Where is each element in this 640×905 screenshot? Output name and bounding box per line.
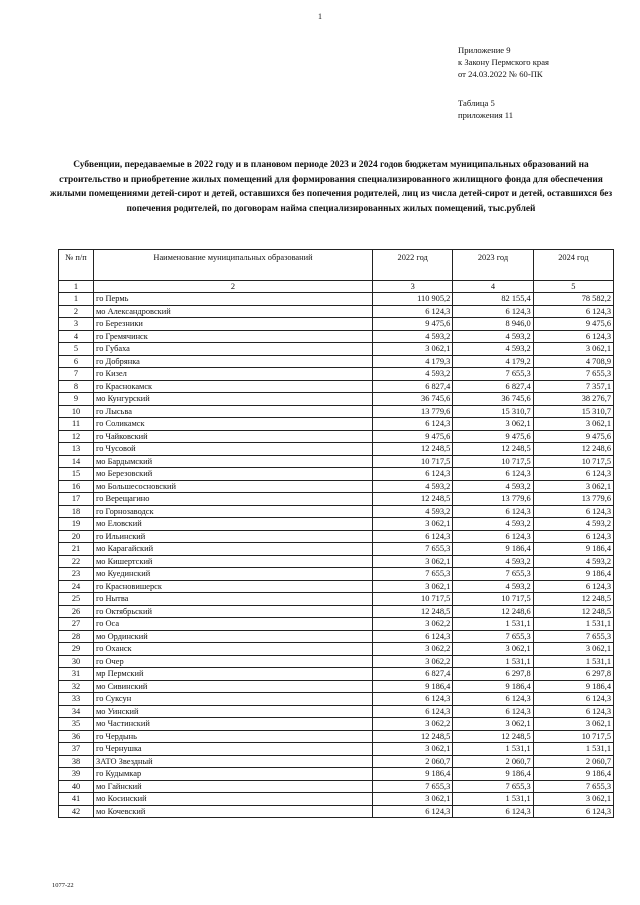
row-number: 3 (59, 318, 94, 331)
column-number: 1 (59, 281, 94, 293)
value-2022: 3 062,2 (373, 655, 453, 668)
table-row (59, 418, 614, 431)
row-number: 35 (59, 718, 94, 731)
table-header-row (59, 250, 614, 281)
value-2022: 7 655,3 (373, 543, 453, 556)
table-row (59, 530, 614, 543)
value-2022: 4 593,2 (373, 368, 453, 381)
value-2023: 8 946,0 (453, 318, 533, 331)
municipality-name: мо Гайнский (94, 780, 373, 793)
value-2024: 6 124,3 (533, 305, 613, 318)
column-number: 2 (94, 281, 373, 293)
value-2024: 9 475,6 (533, 430, 613, 443)
value-2022: 10 717,5 (373, 593, 453, 606)
value-2023: 7 655,3 (453, 368, 533, 381)
value-2022: 3 062,2 (373, 643, 453, 656)
value-2023: 7 655,3 (453, 568, 533, 581)
value-2024: 12 248,5 (533, 593, 613, 606)
row-number: 12 (59, 430, 94, 443)
value-2023: 12 248,5 (453, 443, 533, 456)
table-row (59, 305, 614, 318)
value-2022: 4 179,3 (373, 355, 453, 368)
value-2024: 9 186,4 (533, 680, 613, 693)
table-row (59, 293, 614, 306)
table-row (59, 568, 614, 581)
value-2023: 6 124,3 (453, 705, 533, 718)
value-2024: 7 655,3 (533, 780, 613, 793)
table-row (59, 518, 614, 531)
row-number: 28 (59, 630, 94, 643)
value-2024: 9 186,4 (533, 568, 613, 581)
municipality-name: мо Косинский (94, 793, 373, 806)
value-2022: 6 124,3 (373, 530, 453, 543)
value-2022: 6 124,3 (373, 418, 453, 431)
row-number: 34 (59, 705, 94, 718)
municipality-name: мо Большесосновский (94, 480, 373, 493)
municipality-name: мо Ординский (94, 630, 373, 643)
value-2024: 10 717,5 (533, 730, 613, 743)
value-2023: 82 155,4 (453, 293, 533, 306)
municipality-name: го Пермь (94, 293, 373, 306)
value-2023: 9 186,4 (453, 768, 533, 781)
table-row (59, 555, 614, 568)
row-number: 9 (59, 393, 94, 406)
row-number: 17 (59, 493, 94, 506)
table-row (59, 318, 614, 331)
row-number: 27 (59, 618, 94, 631)
row-number: 37 (59, 743, 94, 756)
header-2023: 2023 год (453, 250, 533, 281)
value-2022: 6 124,3 (373, 705, 453, 718)
value-2023: 9 186,4 (453, 680, 533, 693)
municipality-name: ЗАТО Звездный (94, 755, 373, 768)
municipality-name: го Оса (94, 618, 373, 631)
column-number: 5 (533, 281, 613, 293)
table-row (59, 793, 614, 806)
municipality-name: го Красновишерск (94, 580, 373, 593)
value-2023: 9 186,4 (453, 543, 533, 556)
row-number: 42 (59, 805, 94, 818)
municipality-name: го Соликамск (94, 418, 373, 431)
value-2022: 7 655,3 (373, 568, 453, 581)
value-2024: 3 062,1 (533, 643, 613, 656)
value-2022: 3 062,2 (373, 618, 453, 631)
table-row (59, 768, 614, 781)
appendix-line: Приложение 9 (458, 45, 511, 55)
value-2024: 1 531,1 (533, 618, 613, 631)
value-2023: 4 593,2 (453, 580, 533, 593)
value-2022: 10 717,5 (373, 455, 453, 468)
row-number: 22 (59, 555, 94, 568)
value-2022: 7 655,3 (373, 780, 453, 793)
table-row (59, 443, 614, 456)
row-number: 11 (59, 418, 94, 431)
value-2022: 9 475,6 (373, 318, 453, 331)
table-row (59, 805, 614, 818)
value-2023: 6 827,4 (453, 380, 533, 393)
value-2023: 1 531,1 (453, 655, 533, 668)
table-row (59, 343, 614, 356)
page-number: 1 (318, 12, 322, 21)
value-2024: 12 248,6 (533, 443, 613, 456)
value-2022: 3 062,1 (373, 743, 453, 756)
municipality-name: го Березники (94, 318, 373, 331)
municipality-name: го Кудымкар (94, 768, 373, 781)
row-number: 18 (59, 505, 94, 518)
value-2022: 110 905,2 (373, 293, 453, 306)
row-number: 5 (59, 343, 94, 356)
value-2023: 3 062,1 (453, 643, 533, 656)
table-row (59, 505, 614, 518)
value-2024: 9 186,4 (533, 543, 613, 556)
table-row (59, 430, 614, 443)
value-2024: 6 297,8 (533, 668, 613, 681)
value-2024: 7 357,1 (533, 380, 613, 393)
value-2024: 1 531,1 (533, 655, 613, 668)
municipality-name: го Оханск (94, 643, 373, 656)
value-2023: 9 475,6 (453, 430, 533, 443)
value-2023: 6 297,8 (453, 668, 533, 681)
row-number: 2 (59, 305, 94, 318)
value-2022: 3 062,1 (373, 343, 453, 356)
value-2022: 36 745,6 (373, 393, 453, 406)
row-number: 21 (59, 543, 94, 556)
row-number: 23 (59, 568, 94, 581)
value-2022: 12 248,5 (373, 605, 453, 618)
value-2024: 3 062,1 (533, 793, 613, 806)
value-2023: 1 531,1 (453, 743, 533, 756)
row-number: 10 (59, 405, 94, 418)
row-number: 20 (59, 530, 94, 543)
row-number: 7 (59, 368, 94, 381)
table-row (59, 755, 614, 768)
value-2024: 9 186,4 (533, 768, 613, 781)
table-row (59, 355, 614, 368)
table-row (59, 780, 614, 793)
row-number: 14 (59, 455, 94, 468)
value-2023: 7 655,3 (453, 780, 533, 793)
header-name: Наименование муниципальных образований (94, 250, 373, 281)
value-2022: 6 124,3 (373, 805, 453, 818)
document-code: 1077-22 (52, 882, 74, 889)
value-2022: 4 593,2 (373, 480, 453, 493)
value-2023: 4 593,2 (453, 343, 533, 356)
value-2023: 4 593,2 (453, 518, 533, 531)
value-2023: 6 124,3 (453, 530, 533, 543)
row-number: 36 (59, 730, 94, 743)
value-2024: 6 124,3 (533, 330, 613, 343)
row-number: 41 (59, 793, 94, 806)
value-2023: 6 124,3 (453, 468, 533, 481)
municipality-name: го Чайковский (94, 430, 373, 443)
value-2024: 9 475,6 (533, 318, 613, 331)
value-2024: 6 124,3 (533, 580, 613, 593)
value-2022: 6 827,4 (373, 668, 453, 681)
municipality-name: го Гремячинск (94, 330, 373, 343)
value-2022: 4 593,2 (373, 505, 453, 518)
appendix-line: к Закону Пермского края (458, 57, 549, 67)
table-row (59, 693, 614, 706)
value-2023: 15 310,7 (453, 405, 533, 418)
municipality-name: мо Куединский (94, 568, 373, 581)
row-number: 24 (59, 580, 94, 593)
row-number: 32 (59, 680, 94, 693)
municipality-name: го Очер (94, 655, 373, 668)
row-number: 30 (59, 655, 94, 668)
value-2024: 6 124,3 (533, 505, 613, 518)
value-2022: 12 248,5 (373, 443, 453, 456)
value-2024: 7 655,3 (533, 368, 613, 381)
column-number: 3 (373, 281, 453, 293)
row-number: 6 (59, 355, 94, 368)
value-2024: 3 062,1 (533, 718, 613, 731)
value-2022: 3 062,1 (373, 793, 453, 806)
value-2022: 3 062,1 (373, 555, 453, 568)
value-2023: 10 717,5 (453, 455, 533, 468)
value-2022: 6 827,4 (373, 380, 453, 393)
value-2024: 6 124,3 (533, 530, 613, 543)
table-row (59, 468, 614, 481)
table-row (59, 393, 614, 406)
row-number: 8 (59, 380, 94, 393)
value-2022: 9 475,6 (373, 430, 453, 443)
municipality-name: го Добрянка (94, 355, 373, 368)
value-2022: 3 062,1 (373, 580, 453, 593)
row-number: 25 (59, 593, 94, 606)
table-row (59, 493, 614, 506)
value-2023: 1 531,1 (453, 618, 533, 631)
row-number: 40 (59, 780, 94, 793)
row-number: 13 (59, 443, 94, 456)
value-2023: 6 124,3 (453, 805, 533, 818)
value-2023: 1 531,1 (453, 793, 533, 806)
value-2023: 2 060,7 (453, 755, 533, 768)
table-row (59, 593, 614, 606)
value-2024: 4 593,2 (533, 518, 613, 531)
document-title: Субвенции, передаваемые в 2022 году и в плановом периоде 2023 и 2024 годов бюджетам муниципальных образований на строительство и приобретение жилых помещений для формирования специализированного жилищного фонда для обеспечения жилыми помещениями детей-сирот и детей, оставшихся без попечения родителей, лиц из числа детей-сирот и детей, оставшихся без попечения родителей, по договорам найма специализированных жилых помещений, тыс.рублей (49, 160, 613, 214)
value-2023: 6 124,3 (453, 505, 533, 518)
value-2024: 2 060,7 (533, 755, 613, 768)
value-2022: 12 248,5 (373, 493, 453, 506)
row-number: 4 (59, 330, 94, 343)
municipality-name: го Нытва (94, 593, 373, 606)
table-row (59, 705, 614, 718)
municipality-name: го Чердынь (94, 730, 373, 743)
row-number: 39 (59, 768, 94, 781)
municipality-name: мо Кунгурский (94, 393, 373, 406)
table-row (59, 480, 614, 493)
municipality-name: мо Сивинский (94, 680, 373, 693)
table-row (59, 580, 614, 593)
value-2023: 3 062,1 (453, 418, 533, 431)
table-row (59, 743, 614, 756)
value-2024: 6 124,3 (533, 693, 613, 706)
municipality-name: го Краснокамск (94, 380, 373, 393)
value-2022: 6 124,3 (373, 305, 453, 318)
municipality-name: го Суксун (94, 693, 373, 706)
row-number: 1 (59, 293, 94, 306)
value-2023: 3 062,1 (453, 718, 533, 731)
municipality-name: го Лысьва (94, 405, 373, 418)
municipality-name: мо Еловский (94, 518, 373, 531)
municipality-name: мо Кочевский (94, 805, 373, 818)
value-2022: 13 779,6 (373, 405, 453, 418)
value-2024: 3 062,1 (533, 480, 613, 493)
value-2022: 12 248,5 (373, 730, 453, 743)
value-2024: 10 717,5 (533, 455, 613, 468)
value-2024: 38 276,7 (533, 393, 613, 406)
value-2023: 10 717,5 (453, 593, 533, 606)
value-2024: 4 708,9 (533, 355, 613, 368)
municipality-name: мо Березовский (94, 468, 373, 481)
municipality-name: го Губаха (94, 343, 373, 356)
value-2024: 6 124,3 (533, 805, 613, 818)
municipality-name: го Чусовой (94, 443, 373, 456)
value-2024: 3 062,1 (533, 343, 613, 356)
value-2024: 78 582,2 (533, 293, 613, 306)
municipality-name: мо Бардымский (94, 455, 373, 468)
row-number: 26 (59, 605, 94, 618)
row-number: 19 (59, 518, 94, 531)
municipality-name: мо Частинский (94, 718, 373, 731)
municipality-name: го Октябрьский (94, 605, 373, 618)
table-row (59, 455, 614, 468)
appendix-line: от 24.03.2022 № 60-ПК (458, 69, 543, 79)
value-2023: 12 248,5 (453, 730, 533, 743)
subventions-table (58, 249, 614, 818)
row-number: 29 (59, 643, 94, 656)
value-2023: 4 593,2 (453, 555, 533, 568)
column-number-row (59, 281, 614, 293)
value-2023: 7 655,3 (453, 630, 533, 643)
value-2024: 15 310,7 (533, 405, 613, 418)
table-row (59, 618, 614, 631)
value-2023: 6 124,3 (453, 305, 533, 318)
value-2022: 6 124,3 (373, 630, 453, 643)
value-2024: 6 124,3 (533, 705, 613, 718)
value-2022: 2 060,7 (373, 755, 453, 768)
appendix-header (458, 44, 549, 80)
table-row (59, 668, 614, 681)
value-2024: 12 248,5 (533, 605, 613, 618)
value-2022: 6 124,3 (373, 693, 453, 706)
table-row (59, 730, 614, 743)
table-row (59, 680, 614, 693)
row-number: 31 (59, 668, 94, 681)
value-2022: 6 124,3 (373, 468, 453, 481)
value-2024: 13 779,6 (533, 493, 613, 506)
value-2022: 4 593,2 (373, 330, 453, 343)
table-row (59, 368, 614, 381)
value-2024: 1 531,1 (533, 743, 613, 756)
municipality-name: мр Пермский (94, 668, 373, 681)
table-row (59, 405, 614, 418)
row-number: 38 (59, 755, 94, 768)
municipality-name: мо Карагайский (94, 543, 373, 556)
value-2024: 6 124,3 (533, 468, 613, 481)
row-number: 33 (59, 693, 94, 706)
table-row (59, 655, 614, 668)
table-row (59, 643, 614, 656)
table-note (458, 97, 513, 121)
municipality-name: мо Александровский (94, 305, 373, 318)
municipality-name: мо Уинский (94, 705, 373, 718)
municipality-name: мо Кишертский (94, 555, 373, 568)
row-number: 15 (59, 468, 94, 481)
municipality-name: го Чернушка (94, 743, 373, 756)
value-2022: 3 062,1 (373, 518, 453, 531)
value-2023: 36 745,6 (453, 393, 533, 406)
value-2022: 3 062,2 (373, 718, 453, 731)
row-number: 16 (59, 480, 94, 493)
value-2023: 6 124,3 (453, 693, 533, 706)
value-2023: 4 179,2 (453, 355, 533, 368)
value-2023: 4 593,2 (453, 480, 533, 493)
municipality-name: го Верещагино (94, 493, 373, 506)
table-row (59, 543, 614, 556)
municipality-name: го Ильинский (94, 530, 373, 543)
value-2024: 3 062,1 (533, 418, 613, 431)
table-row (59, 718, 614, 731)
header-2022: 2022 год (373, 250, 453, 281)
value-2022: 9 186,4 (373, 768, 453, 781)
table-note-line: приложения 11 (458, 110, 514, 120)
value-2023: 13 779,6 (453, 493, 533, 506)
table-row (59, 630, 614, 643)
municipality-name: го Кизел (94, 368, 373, 381)
column-number: 4 (453, 281, 533, 293)
value-2023: 12 248,6 (453, 605, 533, 618)
value-2024: 4 593,2 (533, 555, 613, 568)
value-2024: 7 655,3 (533, 630, 613, 643)
value-2022: 9 186,4 (373, 680, 453, 693)
table-row (59, 605, 614, 618)
header-num: № п/п (59, 250, 94, 281)
municipality-name: го Горнозаводск (94, 505, 373, 518)
table-note-line: Таблица 5 (458, 98, 495, 108)
table-row (59, 330, 614, 343)
value-2023: 4 593,2 (453, 330, 533, 343)
table-row (59, 380, 614, 393)
header-2024: 2024 год (533, 250, 613, 281)
